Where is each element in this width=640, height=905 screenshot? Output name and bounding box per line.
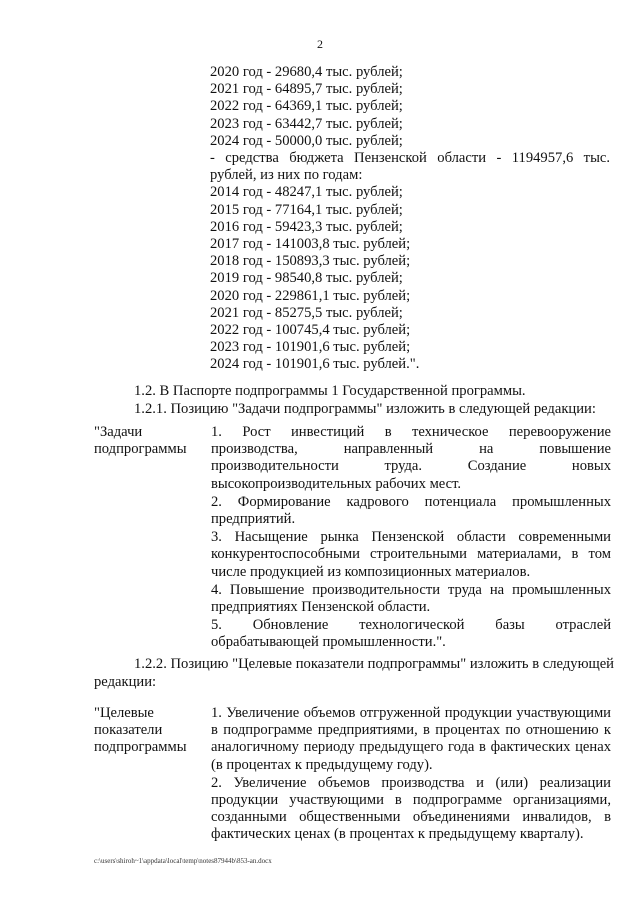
task-item: 5. Обновление технологической базы отраслей обрабатывающей промышленности.". bbox=[211, 617, 611, 651]
funding-line: 2020 год - 29680,4 тыс. рублей; bbox=[210, 64, 403, 80]
funding-line: 2022 год - 64369,1 тыс. рублей; bbox=[210, 98, 403, 115]
tasks-content bbox=[211, 424, 611, 653]
section-1-2-1-heading: 1.2.1. Позицию "Задачи подпрограммы" изложить в следующей редакции: bbox=[134, 401, 596, 417]
funding-line: 2021 год - 64895,7 тыс. рублей; bbox=[210, 81, 403, 98]
tasks-label: "Задачи подпрограммы bbox=[94, 424, 187, 458]
funding-line: 2019 год - 98540,8 тыс. рублей; bbox=[210, 270, 403, 287]
funding-line: 2022 год - 100745,4 тыс. рублей; bbox=[210, 322, 411, 339]
targets-content bbox=[211, 705, 611, 845]
funding-line: 2018 год - 150893,3 тыс. рублей; bbox=[210, 253, 411, 270]
funding-line: 2021 год - 85275,5 тыс. рублей; bbox=[210, 304, 403, 321]
funding-line: 2024 год - 101901,6 тыс. рублей.". bbox=[210, 356, 420, 373]
section-1-2-2-continuation: редакции: bbox=[94, 674, 157, 690]
funding-list bbox=[210, 64, 610, 374]
funding-line: - средства бюджета Пензенской области - 1194957,6 тыс. bbox=[210, 150, 610, 167]
task-item: 2. Формирование кадрового потенциала промышленных предприятий. bbox=[211, 493, 611, 528]
funding-line: 2023 год - 101901,6 тыс. рублей; bbox=[210, 339, 411, 356]
funding-line: рублей, из них по годам: bbox=[210, 167, 363, 184]
section-1-2-2-heading: 1.2.2. Позицию "Целевые показатели подпрограммы" изложить в следующей bbox=[134, 656, 614, 672]
funding-line: 2023 год - 63442,7 тыс. рублей; bbox=[210, 115, 403, 132]
target-item: 1. Увеличение объемов отгруженной продукции участвующими в подпрограмме предприятиями, в процентах по отношению к аналогичному периоду предыдущего года в фактических ценах (в процентах к предыдущему году). bbox=[211, 705, 611, 773]
funding-line: 2017 год - 141003,8 тыс. рублей; bbox=[210, 236, 411, 253]
funding-line: 2014 год - 48247,1 тыс. рублей; bbox=[210, 184, 403, 201]
section-1-2-heading: 1.2. В Паспорте подпрограммы 1 Государственной программы. bbox=[134, 383, 526, 399]
funding-line: 2016 год - 59423,3 тыс. рублей; bbox=[210, 218, 403, 235]
funding-line: 2024 год - 50000,0 тыс. рублей; bbox=[210, 132, 403, 149]
funding-line: 2020 год - 229861,1 тыс. рублей; bbox=[210, 287, 411, 304]
task-item: 4. Повышение производительности труда на промышленных предприятиях Пензенской области. bbox=[211, 581, 611, 616]
task-item: 1. Рост инвестиций в техническое перевооружение производства, направленный на повышение производительности труда. Создание новых высокопроизводительных рабочих мест. bbox=[211, 424, 611, 492]
file-path-footer: c:\users\shiroh~1\appdata\local\temp\notes87944b\853-an.docx bbox=[94, 857, 272, 865]
task-item: 3. Насыщение рынка Пензенской области современными конкурентоспособными строительными материалами, в том числе продукцией из композиционных материалов. bbox=[211, 529, 611, 580]
target-item: 2. Увеличение объемов производства и (или) реализации продукции участвующими в подпрограмме организациями, созданными общественными объединениями инвалидов, в фактических ценах (в процентах к предыдущему кварталу). bbox=[211, 774, 611, 843]
funding-line: 2015 год - 77164,1 тыс. рублей; bbox=[210, 201, 403, 218]
targets-label: "Целевые показатели подпрограммы bbox=[94, 705, 187, 756]
page-number: 2 bbox=[317, 37, 323, 51]
